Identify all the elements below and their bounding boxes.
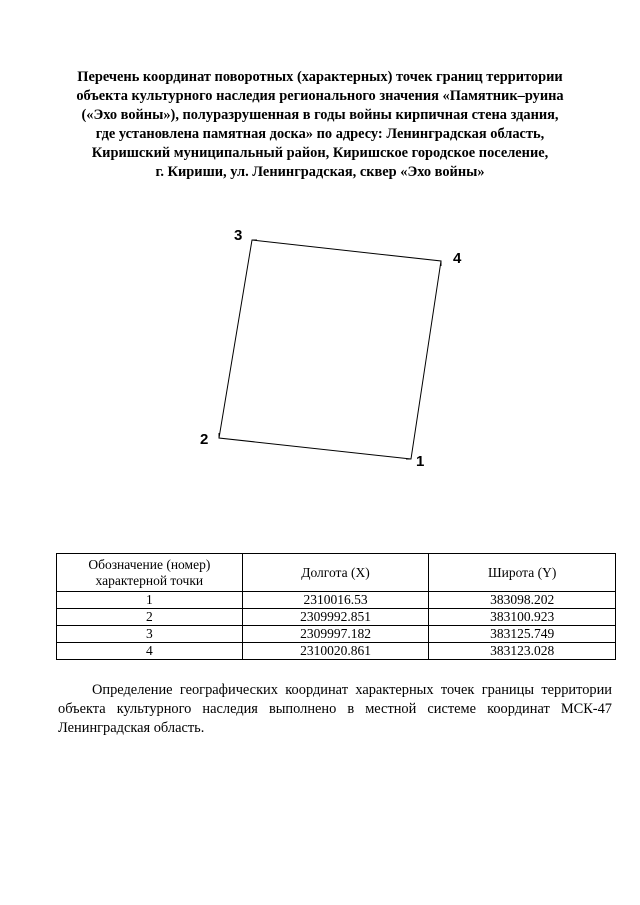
cell-x: 2310020.861 [242,643,429,660]
table-row [57,626,616,643]
point-label-4: 4 [453,250,462,267]
cell-point: 2 [57,609,243,626]
cell-x: 2309997.182 [242,626,429,643]
table-row [57,643,616,660]
cell-x: 2310016.53 [242,592,429,609]
title-line: («Эхо войны»), полуразрушенная в годы войны кирпичная стена здания, [81,107,559,123]
point-label-1: 1 [416,453,425,470]
cell-point: 3 [57,626,243,643]
coordinate-system-note [58,681,612,738]
header-longitude: Долгота (X) [242,554,429,592]
coordinates-table [56,553,616,660]
title-line: объекта культурного наследия регионального значения «Памятник–руина [76,88,564,104]
header-latitude: Широта (Y) [429,554,616,592]
cell-y: 383125.749 [429,626,616,643]
cell-x: 2309992.851 [242,609,429,626]
table-row [57,592,616,609]
cell-point: 4 [57,643,243,660]
note-paragraph: Определение географических координат характерных точек границы территории объекта культурного наследия выполнено в местной системе координат МСК-47 Ленинградская область. [58,682,612,736]
title-line: г. Кириши, ул. Ленинградская, сквер «Эхо войны» [155,164,485,180]
header-point-designation: Обозначение (номер) характерной точки [57,554,243,592]
title-line: Перечень координат поворотных (характерных) точек границ территории [77,69,563,85]
title-line: Киришский муниципальный район, Киришское городское поселение, [91,145,549,161]
cell-y: 383100.923 [429,609,616,626]
title-line: где установлена памятная доска» по адресу: Ленинградская область, [95,126,545,142]
table-row [57,609,616,626]
cell-y: 383123.028 [429,643,616,660]
cell-point: 1 [57,592,243,609]
table-header-row [57,554,616,592]
point-label-2: 2 [200,431,209,448]
point-label-3: 3 [234,227,243,244]
boundary-polygon [219,240,441,459]
cell-y: 383098.202 [429,592,616,609]
